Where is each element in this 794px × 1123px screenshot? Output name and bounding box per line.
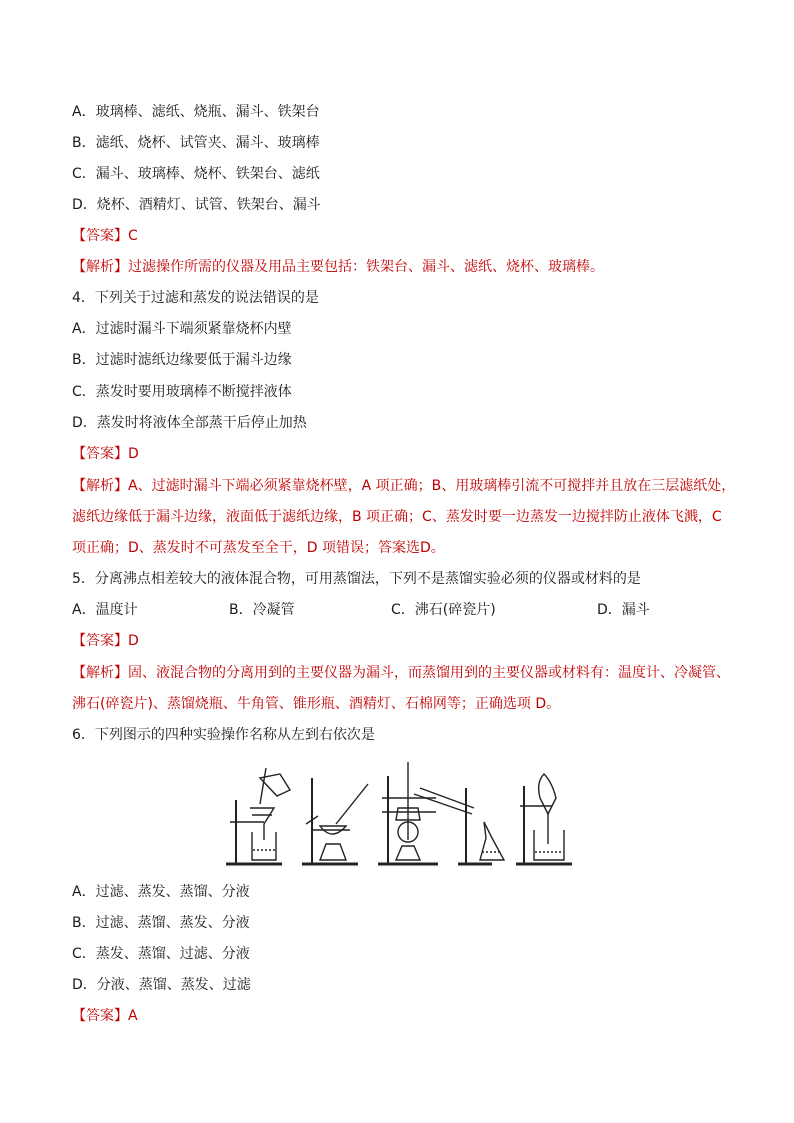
q5-answer xyxy=(72,631,139,651)
answer-tag: 【答案】 xyxy=(72,633,128,649)
q6-stem: 6．下列图示的四种实验操作名称从左到右依次是 xyxy=(72,727,375,743)
q3-analysis xyxy=(72,257,604,277)
lab-apparatus-figure xyxy=(222,760,577,868)
evaporation-apparatus xyxy=(302,778,368,864)
q4-analysis-line-3: 项正确；D、蒸发时不可蒸发至全干，D 项错误；答案选D。 xyxy=(72,540,445,556)
q3-option-c: C．漏斗、玻璃棒、烧杯、铁架台、滤纸 xyxy=(72,166,320,182)
q5-option-a: A．温度计 xyxy=(72,602,138,618)
q4-option-b: B．过滤时滤纸边缘要低于漏斗边缘 xyxy=(72,352,292,368)
answer-tag: 【答案】 xyxy=(72,228,128,244)
q3-option-b: B．滤纸、烧杯、试管夹、漏斗、玻璃棒 xyxy=(72,135,320,151)
q4-stem: 4．下列关于过滤和蒸发的说法错误的是 xyxy=(72,290,319,306)
q4-analysis-line-2: 滤纸边缘低于漏斗边缘，液面低于滤纸边缘，B 项正确；C、蒸发时要一边蒸发一边搅拌防止液体飞溅，C xyxy=(72,509,722,525)
q5-analysis-line-2: 沸石(碎瓷片)、蒸馏烧瓶、牛角管、锥形瓶、酒精灯、石棉网等；正确选项 D。 xyxy=(72,696,561,712)
q5-stem: 5．分离沸点相差较大的液体混合物，可用蒸馏法，下列不是蒸馏实验必须的仪器或材料的是 xyxy=(72,571,641,587)
q4-analysis-text-1: A、过滤时漏斗下端必须紧靠烧杯壁，A 项正确；B、用玻璃棒引流不可搅拌并且放在三层滤纸处， xyxy=(128,478,736,494)
q6-option-a: A．过滤、蒸发、蒸馏、分液 xyxy=(72,884,250,900)
q6-option-c: C．蒸发、蒸馏、过滤、分液 xyxy=(72,946,250,962)
q3-answer-value: C xyxy=(128,228,138,244)
q6-option-d: D．分液、蒸馏、蒸发、过滤 xyxy=(72,977,251,993)
answer-tag: 【答案】 xyxy=(72,446,128,462)
filtration-apparatus xyxy=(226,768,290,864)
q4-option-c: C．蒸发时要用玻璃棒不断搅拌液体 xyxy=(72,384,292,400)
q3-option-a: A．玻璃棒、滤纸、烧瓶、漏斗、铁架台 xyxy=(72,104,320,120)
analysis-tag: 【解析】 xyxy=(72,665,128,681)
q4-analysis-line-1 xyxy=(72,476,735,496)
q5-option-d: D．漏斗 xyxy=(597,602,650,618)
q4-option-a: A．过滤时漏斗下端须紧靠烧杯内壁 xyxy=(72,321,292,337)
analysis-tag: 【解析】 xyxy=(72,259,128,275)
q5-analysis-text-1: 固、液混合物的分离用到的主要仪器为漏斗，而蒸馏用到的主要仪器或材料有：温度计、冷凝管、 xyxy=(128,665,730,681)
q6-option-b: B．过滤、蒸馏、蒸发、分液 xyxy=(72,915,250,931)
q6-answer xyxy=(72,1006,138,1026)
q4-option-d: D．蒸发时将液体全部蒸干后停止加热 xyxy=(72,415,307,431)
q5-answer-value: D xyxy=(128,633,139,649)
q3-answer xyxy=(72,226,138,246)
q3-analysis-text: 过滤操作所需的仪器及用品主要包括：铁架台、漏斗、滤纸、烧杯、玻璃棒。 xyxy=(128,259,604,275)
analysis-tag: 【解析】 xyxy=(72,478,128,494)
distillation-apparatus xyxy=(378,762,504,864)
q6-answer-value: A xyxy=(128,1008,138,1024)
q4-answer-value: D xyxy=(128,446,139,462)
q5-analysis-line-1 xyxy=(72,663,730,683)
q3-option-d: D．烧杯、酒精灯、试管、铁架台、漏斗 xyxy=(72,197,321,213)
answer-tag: 【答案】 xyxy=(72,1008,128,1024)
q4-answer xyxy=(72,444,139,464)
apparatus-drawing xyxy=(222,760,577,868)
separatory-funnel-apparatus xyxy=(516,774,572,864)
q5-option-b: B．冷凝管 xyxy=(229,602,295,618)
q5-option-c: C．沸石(碎瓷片) xyxy=(391,602,496,618)
